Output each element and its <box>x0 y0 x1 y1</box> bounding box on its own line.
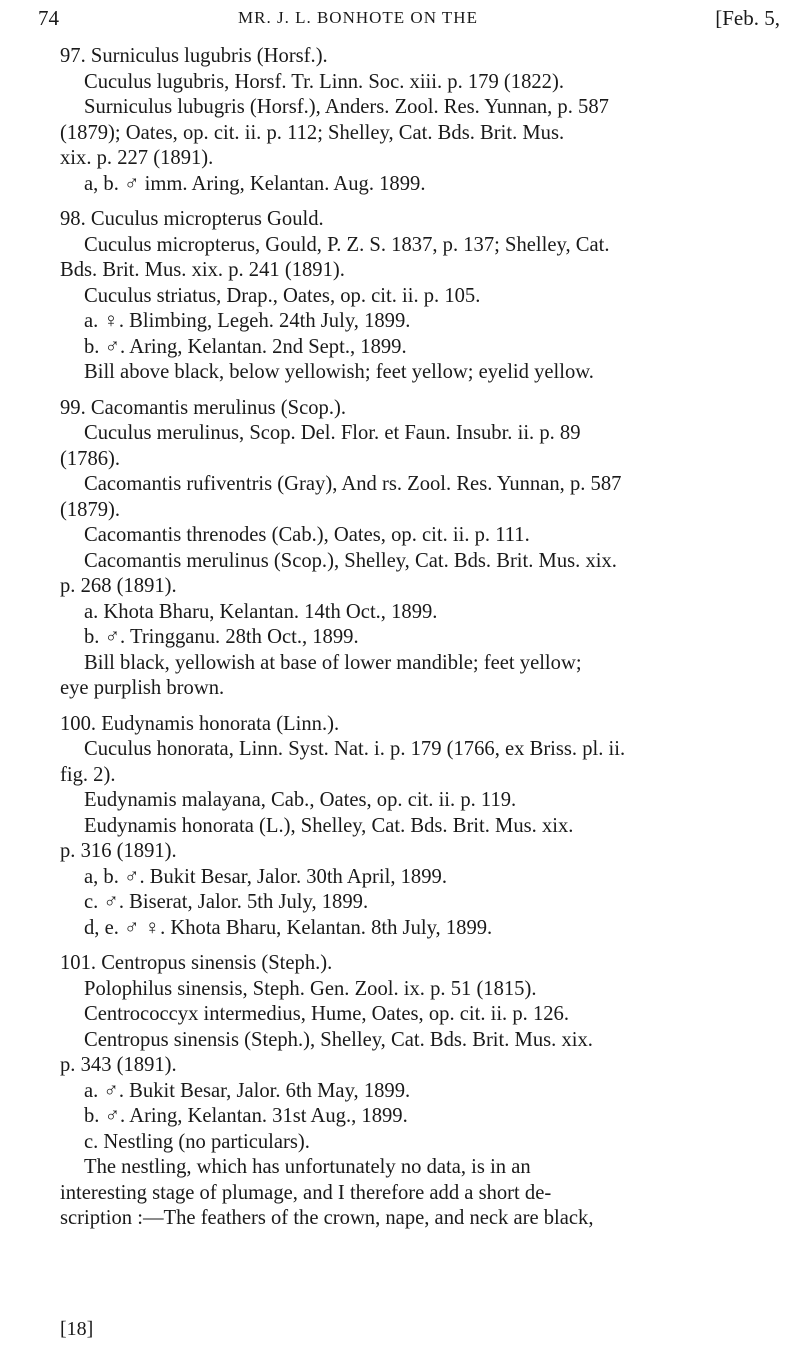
signature-mark: [18] <box>60 1318 94 1340</box>
entry-line: Bill above black, below yellowish; feet yellow; eyelid yellow. <box>84 361 594 383</box>
entry-line: a. ♀. Blimbing, Legeh. 24th July, 1899. <box>84 310 411 332</box>
entry-continuation: (1786). <box>60 447 121 470</box>
species-heading: 101. Centropus sinensis (Steph.). <box>60 952 333 974</box>
running-head: MR. J. L. BONHOTE ON THE <box>238 8 478 27</box>
entry-line: Surniculus lubugris (Horsf.), Anders. Zool. Res. Yunnan, p. 587 <box>84 96 609 118</box>
species-heading: 97. Surniculus lugubris (Horsf.). <box>60 45 328 67</box>
entry-line: Cacomantis threnodes (Cab.), Oates, op. cit. ii. p. 111. <box>84 524 530 546</box>
species-heading: 100. Eudynamis honorata (Linn.). <box>60 712 340 735</box>
entry-continuation: p. 343 (1891). <box>60 1054 177 1076</box>
entry-continuation: eye purplish brown. <box>60 677 225 699</box>
species-heading: 99. Cacomantis merulinus (Scop.). <box>60 396 346 419</box>
entry-line: c. ♂. Biserat, Jalor. 5th July, 1899. <box>84 891 369 913</box>
entry-line: a, b. ♂. Bukit Besar, Jalor. 30th April, 1899. <box>84 865 447 888</box>
entry-line: Cuculus lugubris, Horsf. Tr. Linn. Soc. xiii. p. 179 (1822). <box>84 70 564 93</box>
header-date: [Feb. 5, <box>715 6 780 30</box>
species-heading: 98. Cuculus micropterus Gould. <box>60 208 324 230</box>
entry-line: Cacomantis rufiventris (Gray), And rs. Zool. Res. Yunnan, p. 587 <box>84 473 622 495</box>
entry-line: Centrococcyx intermedius, Hume, Oates, op. cit. ii. p. 126. <box>84 1003 569 1025</box>
entry-line: Eudynamis honorata (L.), Shelley, Cat. Bds. Brit. Mus. xix. <box>84 814 574 837</box>
entry-line: Centropus sinensis (Steph.), Shelley, Cat. Bds. Brit. Mus. xix. <box>84 1028 593 1051</box>
entry-line: Cuculus honorata, Linn. Syst. Nat. i. p. 179 (1766, ex Briss. pl. ii. <box>84 738 626 760</box>
entry-line: Cacomantis merulinus (Scop.), Shelley, Cat. Bds. Brit. Mus. xix. <box>84 549 617 572</box>
entry-line: a. Khota Bharu, Kelantan. 14th Oct., 1899. <box>84 600 438 623</box>
page-number: 74 <box>38 6 59 30</box>
entry-line: The nestling, which has unfortunately no data, is in an <box>84 1156 531 1178</box>
entry-continuation: (1879). <box>60 498 121 521</box>
entry-continuation: p. 268 (1891). <box>60 575 177 597</box>
entry-continuation: interesting stage of plumage, and I therefore add a short de- <box>60 1181 552 1204</box>
entry-line: Cuculus striatus, Drap., Oates, op. cit. ii. p. 105. <box>84 284 481 307</box>
entry-continuation: (1879); Oates, op. cit. ii. p. 112; Shelley, Cat. Bds. Brit. Mus. <box>60 121 565 144</box>
entry-line: Cuculus merulinus, Scop. Del. Flor. et Faun. Insubr. ii. p. 89 <box>84 422 581 444</box>
running-header <box>38 6 780 36</box>
entry-continuation: p. 316 (1891). <box>60 840 177 862</box>
entry-line: Eudynamis malayana, Cab., Oates, op. cit. ii. p. 119. <box>84 789 517 811</box>
entry-line: c. Nestling (no particulars). <box>84 1130 310 1153</box>
entry-continuation: xix. p. 227 (1891). <box>60 147 214 169</box>
entry-line: a, b. ♂ imm. Aring, Kelantan. Aug. 1899. <box>84 172 426 195</box>
page-body <box>60 44 780 1232</box>
entry-line: Bill black, yellowish at base of lower mandible; feet yellow; <box>84 651 582 674</box>
entry-line: b. ♂. Aring, Kelantan. 31st Aug., 1899. <box>84 1105 408 1127</box>
entry-line: Cuculus micropterus, Gould, P. Z. S. 1837, p. 137; Shelley, Cat. <box>84 233 610 256</box>
entry-line: b. ♂. Tringganu. 28th Oct., 1899. <box>84 626 359 648</box>
entry-line: a. ♂. Bukit Besar, Jalor. 6th May, 1899. <box>84 1079 411 1102</box>
entry-line: Polophilus sinensis, Steph. Gen. Zool. ix. p. 51 (1815). <box>84 977 537 1000</box>
entry-line: d, e. ♂ ♀. Khota Bharu, Kelantan. 8th July, 1899. <box>84 916 493 939</box>
entry-continuation: scription :—The feathers of the crown, nape, and neck are black, <box>60 1207 594 1229</box>
entry-line: b. ♂. Aring, Kelantan. 2nd Sept., 1899. <box>84 335 407 358</box>
entry-continuation: fig. 2). <box>60 763 116 786</box>
entry-continuation: Bds. Brit. Mus. xix. p. 241 (1891). <box>60 259 345 281</box>
